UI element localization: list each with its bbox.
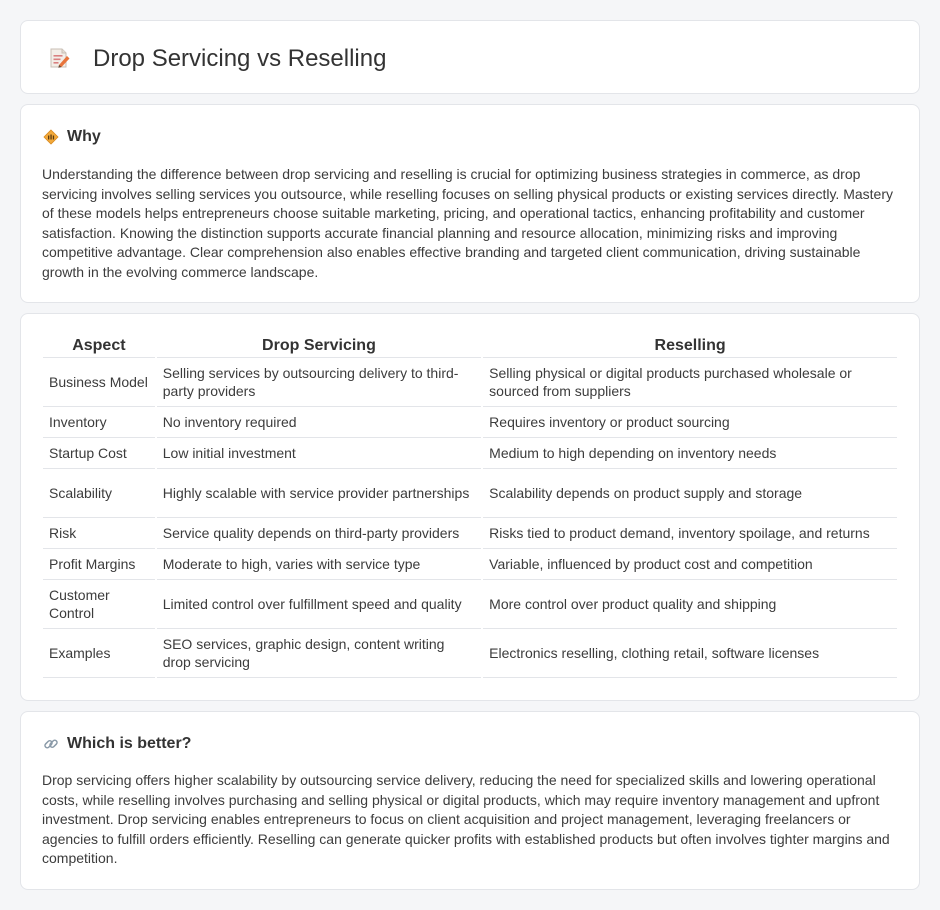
- reselling-cell: Variable, influenced by product cost and competition: [483, 549, 897, 580]
- aspect-cell: Scalability: [43, 469, 155, 518]
- drop-servicing-cell: Service quality depends on third-party providers: [157, 518, 481, 549]
- comparison-table: [41, 335, 899, 678]
- table-row: [43, 407, 897, 438]
- drop-servicing-cell: Low initial investment: [157, 438, 481, 469]
- drop-servicing-cell: Highly scalable with service provider partnerships: [157, 469, 481, 518]
- table-header-row: [43, 335, 897, 358]
- aspect-cell: Customer Control: [43, 580, 155, 629]
- table-row: [43, 580, 897, 629]
- table-row: [43, 358, 897, 407]
- why-text: Understanding the difference between drop servicing and reselling is crucial for optimizing business strategies in commerce, as drop servicing involves selling services you outsource, while reselling focuses on selling physical products or existing services directly. Mastery of these models helps entrepreneurs choose suitable marketing, pricing, and operational tactics, enhancing profitability and customer satisfaction. Knowing the distinction supports accurate financial planning and resource allocation, minimizing risks and improving competitive advantage. Clear comprehension also enables effective branding and targeted client communication, driving sustainable growth in the evolving commerce landscape.: [42, 166, 893, 280]
- table-row: [43, 438, 897, 469]
- aspect-cell: Profit Margins: [43, 549, 155, 580]
- header-card: [20, 20, 920, 94]
- table-row: [43, 469, 897, 518]
- reselling-cell: Selling physical or digital products purchased wholesale or sourced from suppliers: [483, 358, 897, 407]
- column-header-aspect: Aspect: [43, 335, 155, 358]
- memo-pencil-icon: [47, 46, 71, 70]
- drop-servicing-cell: No inventory required: [157, 407, 481, 438]
- aspect-cell: Examples: [43, 629, 155, 678]
- which-better-heading: [43, 734, 191, 754]
- aspect-cell: Inventory: [43, 407, 155, 438]
- diamond-sign-icon: [43, 129, 59, 145]
- page-title: Drop Servicing vs Reselling: [93, 45, 387, 72]
- aspect-cell: Risk: [43, 518, 155, 549]
- reselling-cell: Medium to high depending on inventory needs: [483, 438, 897, 469]
- column-header-reselling: Reselling: [483, 335, 897, 358]
- reselling-cell: Risks tied to product demand, inventory spoilage, and returns: [483, 518, 897, 549]
- which-better-section: [20, 711, 920, 890]
- why-title: Why: [67, 128, 101, 145]
- drop-servicing-cell: Limited control over fulfillment speed and quality: [157, 580, 481, 629]
- link-icon: [43, 736, 59, 752]
- column-header-drop-servicing: Drop Servicing: [157, 335, 481, 358]
- aspect-cell: Business Model: [43, 358, 155, 407]
- reselling-cell: Electronics reselling, clothing retail, software licenses: [483, 629, 897, 678]
- table-row: [43, 518, 897, 549]
- reselling-cell: More control over product quality and shipping: [483, 580, 897, 629]
- reselling-cell: Requires inventory or product sourcing: [483, 407, 897, 438]
- aspect-cell: Startup Cost: [43, 438, 155, 469]
- drop-servicing-cell: Moderate to high, varies with service type: [157, 549, 481, 580]
- which-better-text: Drop servicing offers higher scalability by outsourcing service delivery, reducing the need for specialized skills and lowering operational costs, while reselling involves purchasing and selling physical or digital products, which may require inventory management and upfront investment. Drop servicing enables entrepreneurs to focus on client acquisition and project management, leveraging freelancers or agencies to fulfill orders efficiently. Reselling can generate quicker profits with established products but often involves tighter margins and competition.: [42, 772, 890, 866]
- which-better-title: Which is better?: [67, 735, 192, 752]
- drop-servicing-cell: Selling services by outsourcing delivery to third-party providers: [157, 358, 481, 407]
- why-heading: [43, 127, 101, 147]
- why-section: [20, 104, 920, 303]
- drop-servicing-cell: SEO services, graphic design, content writing drop servicing: [157, 629, 481, 678]
- comparison-section: [20, 313, 920, 701]
- table-row: [43, 629, 897, 678]
- reselling-cell: Scalability depends on product supply and storage: [483, 469, 897, 518]
- table-row: [43, 549, 897, 580]
